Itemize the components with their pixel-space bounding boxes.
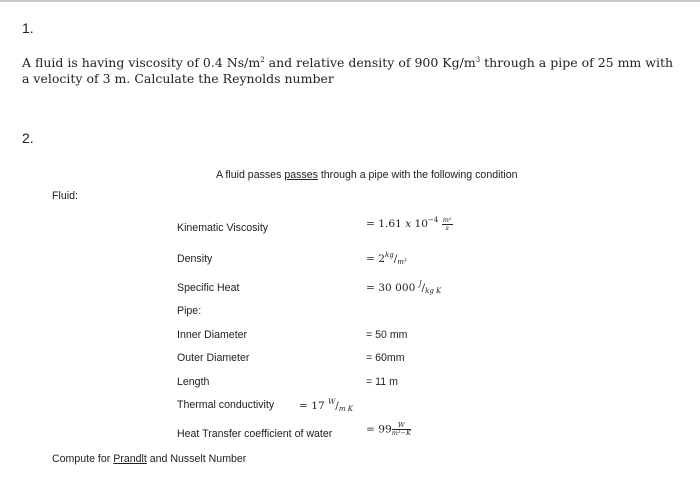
question-1-line-1: A fluid is having viscosity of 0.4 $Ns/m^2$ and relative density of 900 $Kg/m^3$ through a pipe of 25 mm with <box>22 55 674 70</box>
specific-heat-value: = 30 000 $^J/_{kg K}$ <box>366 280 442 295</box>
question-2-intro: A fluid passes passes through a pipe with the following condition <box>216 169 518 181</box>
question-1-line-2: a velocity of 3 m. Calculate the Reynolds number <box>22 71 334 86</box>
outer-diameter-value: = 60mm <box>366 352 405 364</box>
length-label: Length <box>177 376 210 388</box>
kinematic-viscosity-label: Kinematic Viscosity <box>177 222 269 234</box>
question-1-number: 1. <box>22 20 34 36</box>
inner-diameter-label: Inner Diameter <box>177 329 248 341</box>
question-2-number: 2. <box>22 130 34 146</box>
kinematic-viscosity-value: = 1.61 x $10^{-4}$ $\frac{\text{m²}}{s}$ <box>366 215 452 232</box>
heat-transfer-coefficient-label: Heat Transfer coefficient of water <box>177 428 333 440</box>
outer-diameter-label: Outer Diameter <box>177 352 250 364</box>
question-2-instruction: Compute for Prandlt and Nusselt Number <box>52 453 247 465</box>
inner-diameter-value: = 50 mm <box>366 329 408 341</box>
pipe-label: Pipe: <box>177 305 202 317</box>
specific-heat-label: Specific Heat <box>177 282 240 294</box>
thermal-conductivity-label: Thermal conductivity <box>177 399 275 411</box>
heat-transfer-coefficient-value: = 99 $\frac{W}{\text{m²−K}}$ <box>366 421 411 437</box>
density-label: Density <box>177 253 213 265</box>
length-value: = 11 m <box>366 376 398 388</box>
fluid-label: Fluid: <box>52 190 78 202</box>
top-border <box>0 0 700 2</box>
thermal-conductivity-value: = 17 $^W/_{m K}$ <box>299 398 353 413</box>
density-value: = $2^{kg}/_{m^3}$ <box>366 251 407 266</box>
